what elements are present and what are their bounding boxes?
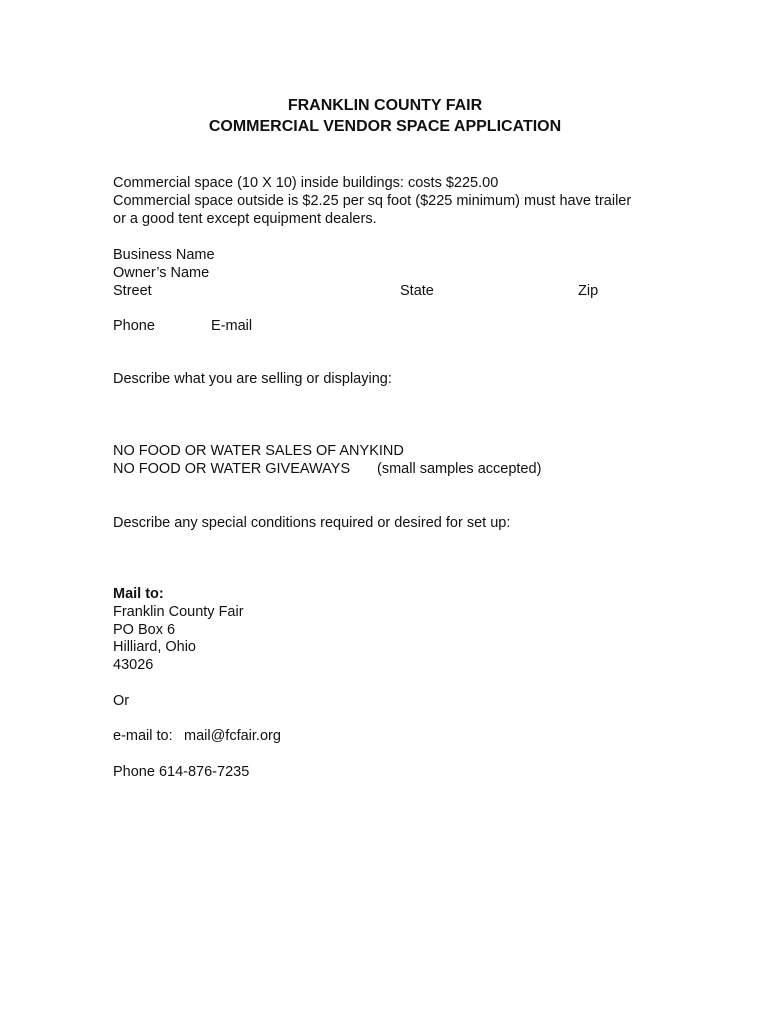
or-text: Or [113, 693, 130, 709]
business-name-label: Business Name [113, 247, 215, 263]
mail-to-heading: Mail to: [113, 586, 164, 602]
email-label: E-mail [211, 318, 253, 334]
describe-selling-prompt: Describe what you are selling or displaying: [113, 371, 392, 387]
email-contact-address: mail@fcfair.org [184, 728, 281, 744]
owners-name-label: Owner’s Name [113, 265, 210, 281]
email-contact-label: e-mail to: [113, 728, 173, 744]
pricing-line-1: Commercial space (10 X 10) inside buildings: costs $225.00 [113, 175, 499, 191]
state-label: State [400, 283, 434, 299]
pricing-info [113, 174, 631, 228]
mail-city-state: Hilliard, Ohio [113, 639, 196, 655]
pricing-line-3: or a good tent except equipment dealers. [113, 211, 377, 227]
pricing-line-2: Commercial space outside is $2.25 per sq foot ($225 minimum) must have trailer [113, 193, 632, 209]
document-title [0, 95, 770, 137]
describe-conditions-prompt: Describe any special conditions required or desired for set up: [113, 515, 511, 531]
title-line-2: COMMERCIAL VENDOR SPACE APPLICATION [208, 118, 562, 135]
phone-label: Phone [113, 318, 155, 334]
mail-name: Franklin County Fair [113, 604, 244, 620]
street-label: Street [113, 283, 152, 299]
rule-no-sales: NO FOOD OR WATER SALES OF ANYKIND [113, 443, 404, 459]
phone-contact: Phone 614-876-7235 [113, 764, 250, 780]
zip-label: Zip [578, 283, 599, 299]
mail-po-box: PO Box 6 [113, 622, 176, 638]
mail-zip: 43026 [113, 657, 154, 673]
title-line-1: FRANKLIN COUNTY FAIR [287, 97, 483, 114]
rule-no-giveaways: NO FOOD OR WATER GIVEAWAYS [113, 461, 351, 477]
rule-samples-note: (small samples accepted) [377, 461, 542, 477]
